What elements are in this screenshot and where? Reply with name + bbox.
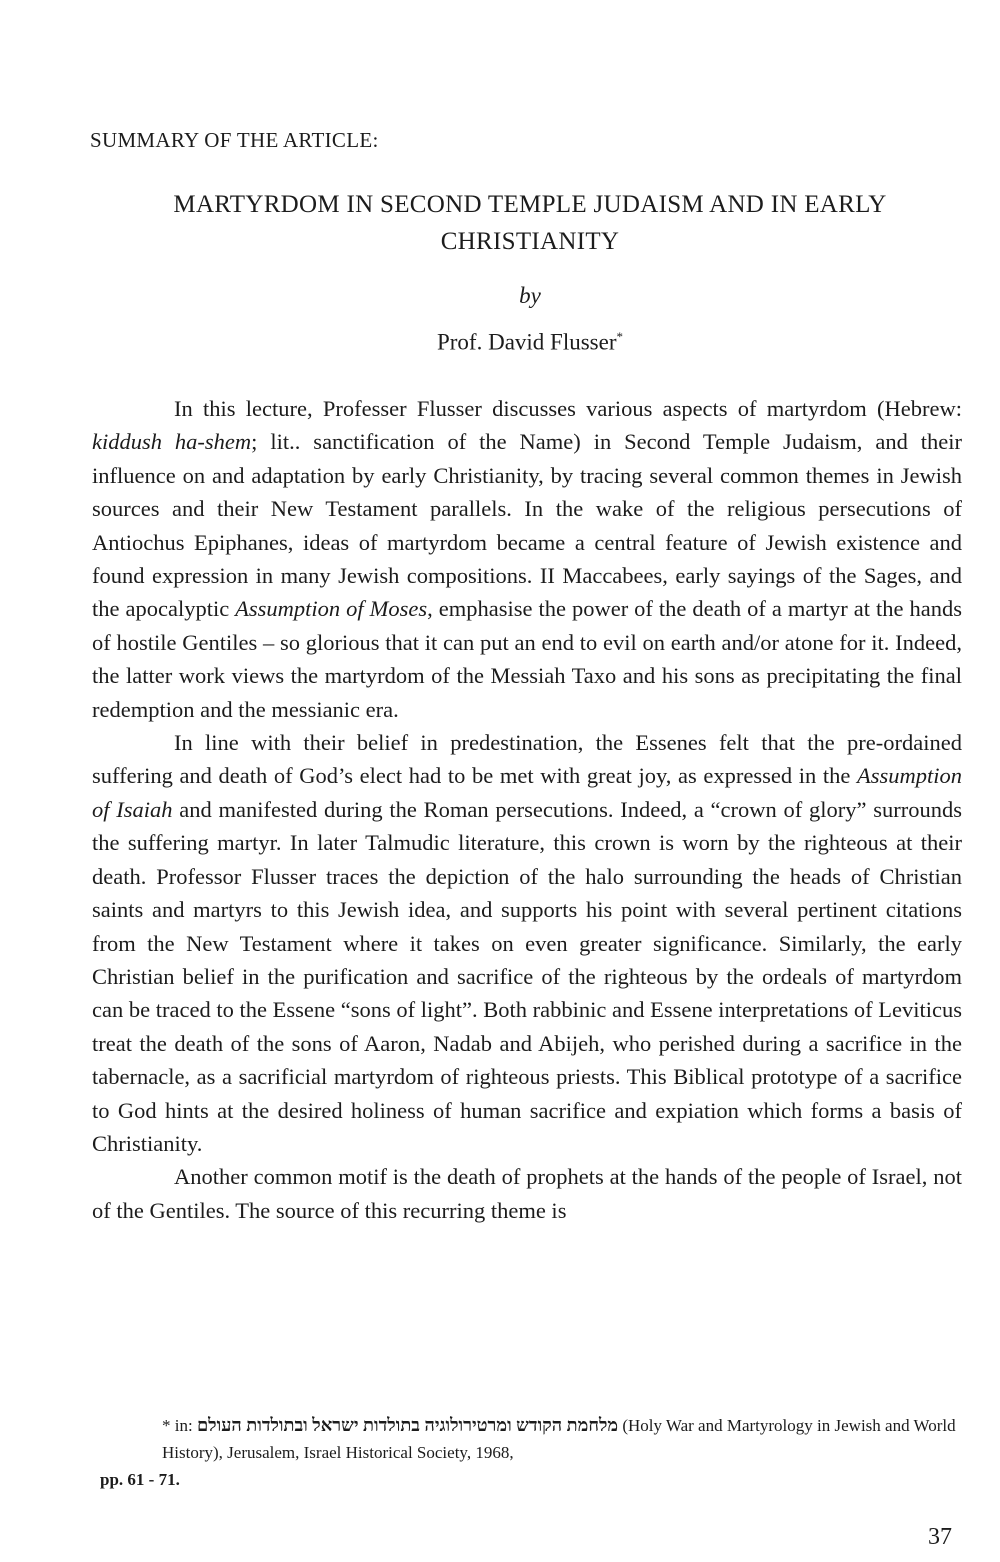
article-title xyxy=(100,186,960,260)
paragraph-1-text-a: In this lecture, Professer Flusser discusses various aspects of martyrdom (Hebrew: xyxy=(174,396,962,421)
paragraph-1-italic-title: Assumption of Moses xyxy=(235,596,428,622)
paragraph-2-text-a: In line with their belief in predestination, the Essenes felt that the pre-ordained suffering and death of God’s elect had to be met with great joy, as expressed in the xyxy=(92,730,962,789)
paragraph-3-text: Another common motif is the death of prophets at the hands of the people of Israel, not of the Gentiles. The source of this recurring theme is xyxy=(92,1164,962,1223)
author-name-text: Prof. David Flusser xyxy=(436,329,617,355)
footnote-line-1 xyxy=(100,1412,965,1466)
paragraph-2 xyxy=(92,726,962,1160)
paragraph-1-text-c: ; lit.. sanctification of the Name) in Second Temple Judaism, and their influence on and adaptation by early Christianity, by tracing several common themes in Jewish sources and their New Testament parallels. In the wake of the religious persecutions of Antiochus Epiphanes, ideas of martyrdom became a central feature of Jewish existence and found expression in many Jewish compositions. II Maccabees, early sayings of the Sages, and the apocalyptic xyxy=(92,429,962,622)
footnote-english-text: (Holy War and Martyrology in Jewish and World History), Jerusalem, Israel Historical Society, 1968, xyxy=(162,1416,956,1462)
paragraph-2-text-c: and manifested during the Roman persecutions. Indeed, a “crown of glory” surrounds the suffering martyr. In later Talmudic literature, this crown is worn by the righteous at their death. Professor Flusser traces the depiction of the halo surrounding the heads of Christian saints and martyrs to this Jewish idea, and supports his point with several pertinent citations from the New Testament where it takes on even greater significance. Similarly, the early Christian belief in the purification and sacrifice of the righteous by the ordeals of martyrdom can be traced to the Essene “sons of light”. Both rabbinic and Essene interpretations of Leviticus treat the death of the sons of Aaron, Nadab and Abijeh, who perished during a sacrifice in the tabernacle, as a sacrificial martyrdom of righteous priests. This Biblical prototype of a sacrifice to God hints at the desired holiness of human sacrifice and expiation which forms a basis of Christianity. xyxy=(92,796,962,1156)
footnote-pages: pp. 61 - 71. xyxy=(100,1470,180,1489)
section-kicker: SUMMARY OF THE ARTICLE: xyxy=(90,128,379,152)
article-title-line-2: CHRISTIANITY xyxy=(440,228,620,255)
page-number: 37 xyxy=(928,1524,952,1550)
footnote xyxy=(100,1412,965,1493)
author-name xyxy=(100,329,960,356)
article-title-line-1: MARTYRDOM IN SECOND TEMPLE JUDAISM AND IN EARLY xyxy=(173,191,887,218)
paragraph-1-text-e: , emphasise the power of the death of a martyr at the hands of hostile Gentiles – so glorious that it can put an end to evil on earth and/or atone for it. Indeed, the latter work views the martyrdom of the Messiah Taxo and his sons as precipitating the final redemption and the messianic era. xyxy=(92,596,962,722)
footnote-hebrew-title: מלחמת הקודש ומרטירולוגיה בתולדות ישראל ובתולדות העולם xyxy=(196,1415,619,1435)
byline: by xyxy=(519,283,541,308)
paragraph-1 xyxy=(92,392,962,726)
paragraph-2-italic-title: Assumption of Isaiah xyxy=(92,763,962,822)
article-body xyxy=(92,392,962,1227)
footnote-marker: * xyxy=(616,329,624,344)
footnote-marker-text: * in: xyxy=(162,1416,193,1435)
paragraph-3 xyxy=(92,1160,962,1227)
paragraph-1-italic-term: kiddush ha-shem xyxy=(92,429,252,455)
